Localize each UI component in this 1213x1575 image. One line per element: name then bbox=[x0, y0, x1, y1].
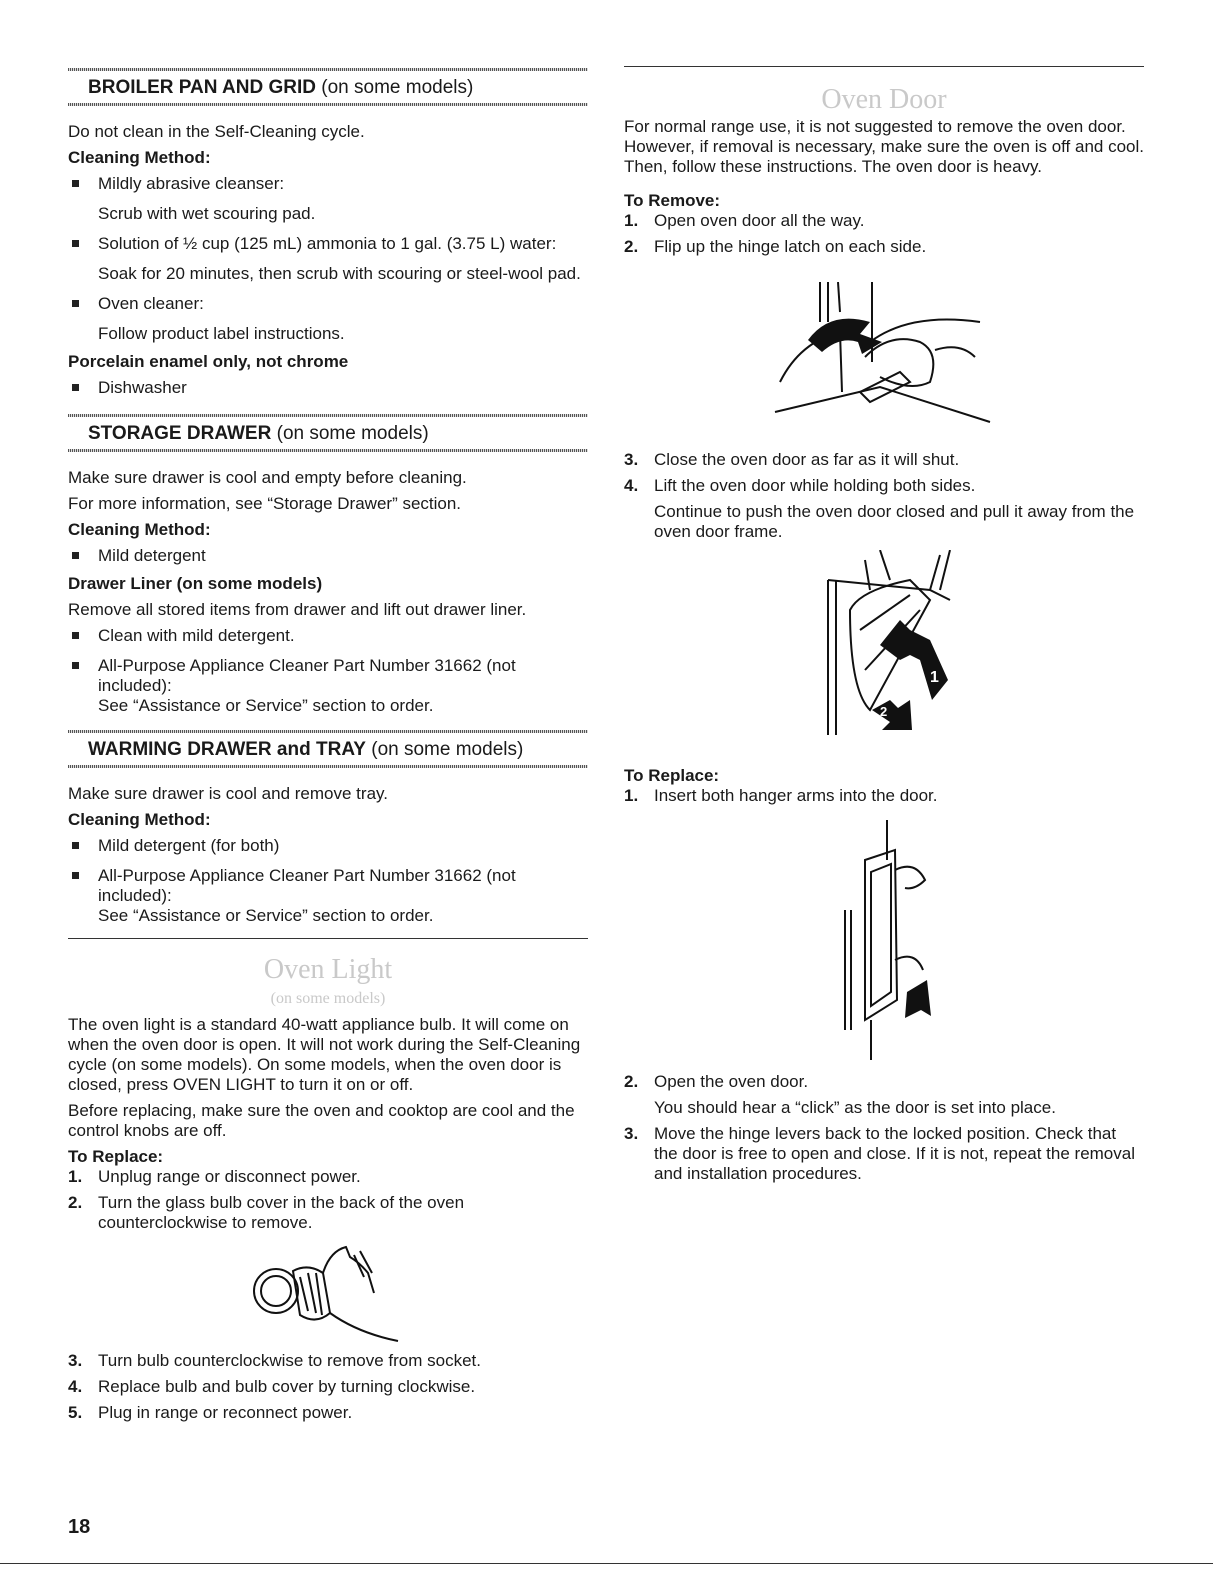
section-heading-storage: STORAGE DRAWER (on some models) bbox=[88, 423, 429, 444]
section-heading-broiler: BROILER PAN AND GRID (on some models) bbox=[88, 77, 474, 98]
hinge-latch-illustration bbox=[760, 282, 1010, 432]
list-item-detail: See “Assistance or Service” section to order. bbox=[98, 906, 434, 925]
list-item: Mildly abrasive cleanser: bbox=[68, 174, 588, 194]
right-replace bbox=[624, 766, 1144, 806]
figure-label: 1 bbox=[930, 669, 939, 686]
list-item-detail: See “Assistance or Service” section to order. bbox=[98, 696, 434, 715]
step: 2. Turn the glass bulb cover in the back of the oven counterclockwise to remove. bbox=[68, 1193, 465, 1232]
step-detail: You should hear a “click” as the door is set into place. bbox=[654, 1098, 1056, 1117]
step: 2. Open the oven door. bbox=[624, 1072, 809, 1091]
list-item-detail: Scrub with wet scouring pad. bbox=[98, 204, 316, 223]
list-item: All-Purpose Appliance Cleaner Part Number 31662 (not included): bbox=[68, 866, 568, 906]
divider bbox=[68, 730, 588, 733]
door-lift-illustration bbox=[820, 550, 960, 740]
step: 4. Lift the oven door while holding both sides. bbox=[624, 476, 976, 495]
storage-p2: For more information, see “Storage Drawer” section. bbox=[68, 494, 462, 513]
page-number: 18 bbox=[68, 1516, 91, 1538]
bulb-cover-illustration bbox=[68, 1233, 588, 1351]
list-item-detail: Follow product label instructions. bbox=[98, 324, 345, 343]
to-replace-label: To Replace: bbox=[624, 766, 720, 785]
divider bbox=[68, 103, 588, 106]
porcelain-label: Porcelain enamel only, not chrome bbox=[68, 352, 349, 371]
right-steps-2-3 bbox=[624, 1072, 1144, 1184]
light-p1: The oven light is a standard 40-watt appliance bulb. It will come on when the oven door is open. It will not work during the Self-Cleaning cycle (on some models). On some models, when the oven door is closed, press OVEN LIGHT to turn it on or off. bbox=[68, 1015, 581, 1094]
list-item-detail: Soak for 20 minutes, then scrub with scouring or steel-wool pad. bbox=[98, 264, 581, 283]
list-item: Clean with mild detergent. bbox=[68, 626, 588, 646]
list-item: Oven cleaner: bbox=[68, 294, 588, 314]
right-column bbox=[624, 66, 1144, 257]
drawer-liner-text: Remove all stored items from drawer and lift out drawer liner. bbox=[68, 600, 527, 619]
section-subtitle: (on some models) bbox=[270, 990, 386, 1007]
left-column bbox=[68, 68, 588, 1423]
storage-p1: Make sure drawer is cool and empty before cleaning. bbox=[68, 468, 467, 487]
section-title-oven-light: Oven Light bbox=[263, 954, 393, 985]
hanger-arms-illustration bbox=[835, 820, 945, 1060]
broiler-intro: Do not clean in the Self-Cleaning cycle. bbox=[68, 122, 365, 141]
figure-label: 2 bbox=[880, 704, 888, 719]
step: 3. Close the oven door as far as it will shut. bbox=[624, 450, 960, 469]
step: 4. Replace bulb and bulb cover by turning clockwise. bbox=[68, 1377, 476, 1396]
light-p2: Before replacing, make sure the oven and cooktop are cool and the control knobs are off. bbox=[68, 1101, 575, 1140]
section-heading-warming: WARMING DRAWER and TRAY (on some models) bbox=[88, 739, 524, 760]
step: 3. Turn bulb counterclockwise to remove from socket. bbox=[68, 1351, 481, 1370]
list-item: Solution of ½ cup (125 mL) ammonia to 1 gal. (3.75 L) water: bbox=[68, 234, 588, 254]
step: 3. Move the hinge levers back to the locked position. Check that the door is free to open and close. If it is not, repeat the removal and installation procedures. bbox=[624, 1124, 1135, 1183]
list-item: All-Purpose Appliance Cleaner Part Number 31662 (not included): bbox=[68, 656, 568, 696]
list-item: Mild detergent bbox=[68, 546, 588, 566]
cleaning-method-label: Cleaning Method: bbox=[68, 148, 211, 167]
right-steps-3-4 bbox=[624, 450, 1144, 542]
warming-p1: Make sure drawer is cool and remove tray. bbox=[68, 784, 388, 803]
divider bbox=[68, 68, 588, 71]
step: 1. Insert both hanger arms into the door. bbox=[624, 786, 938, 805]
divider bbox=[68, 938, 588, 939]
cleaning-method-label: Cleaning Method: bbox=[68, 520, 211, 539]
list-item: Dishwasher bbox=[68, 378, 588, 398]
drawer-liner-label: Drawer Liner (on some models) bbox=[68, 574, 323, 593]
step-detail: Continue to push the oven door closed and pull it away from the oven door frame. bbox=[654, 502, 1135, 541]
door-intro: For normal range use, it is not suggested to remove the oven door. However, if removal is necessary, make sure the oven is off and cool. Then, follow these instructions. The oven door is heavy. bbox=[624, 117, 1145, 176]
step: 5. Plug in range or reconnect power. bbox=[68, 1403, 353, 1422]
cleaning-method-label: Cleaning Method: bbox=[68, 810, 211, 829]
footer-rule bbox=[0, 1563, 1213, 1564]
divider bbox=[624, 66, 1144, 67]
divider bbox=[68, 414, 588, 417]
section-title-oven-door: Oven Door bbox=[821, 84, 947, 115]
step: 2. Flip up the hinge latch on each side. bbox=[624, 237, 927, 256]
list-item: Mild detergent (for both) bbox=[68, 836, 588, 856]
step: 1. Unplug range or disconnect power. bbox=[68, 1167, 361, 1186]
to-replace-label: To Replace: bbox=[68, 1147, 164, 1166]
divider bbox=[68, 449, 588, 452]
step: 1. Open oven door all the way. bbox=[624, 211, 865, 230]
to-remove-label: To Remove: bbox=[624, 191, 721, 210]
divider bbox=[68, 765, 588, 768]
